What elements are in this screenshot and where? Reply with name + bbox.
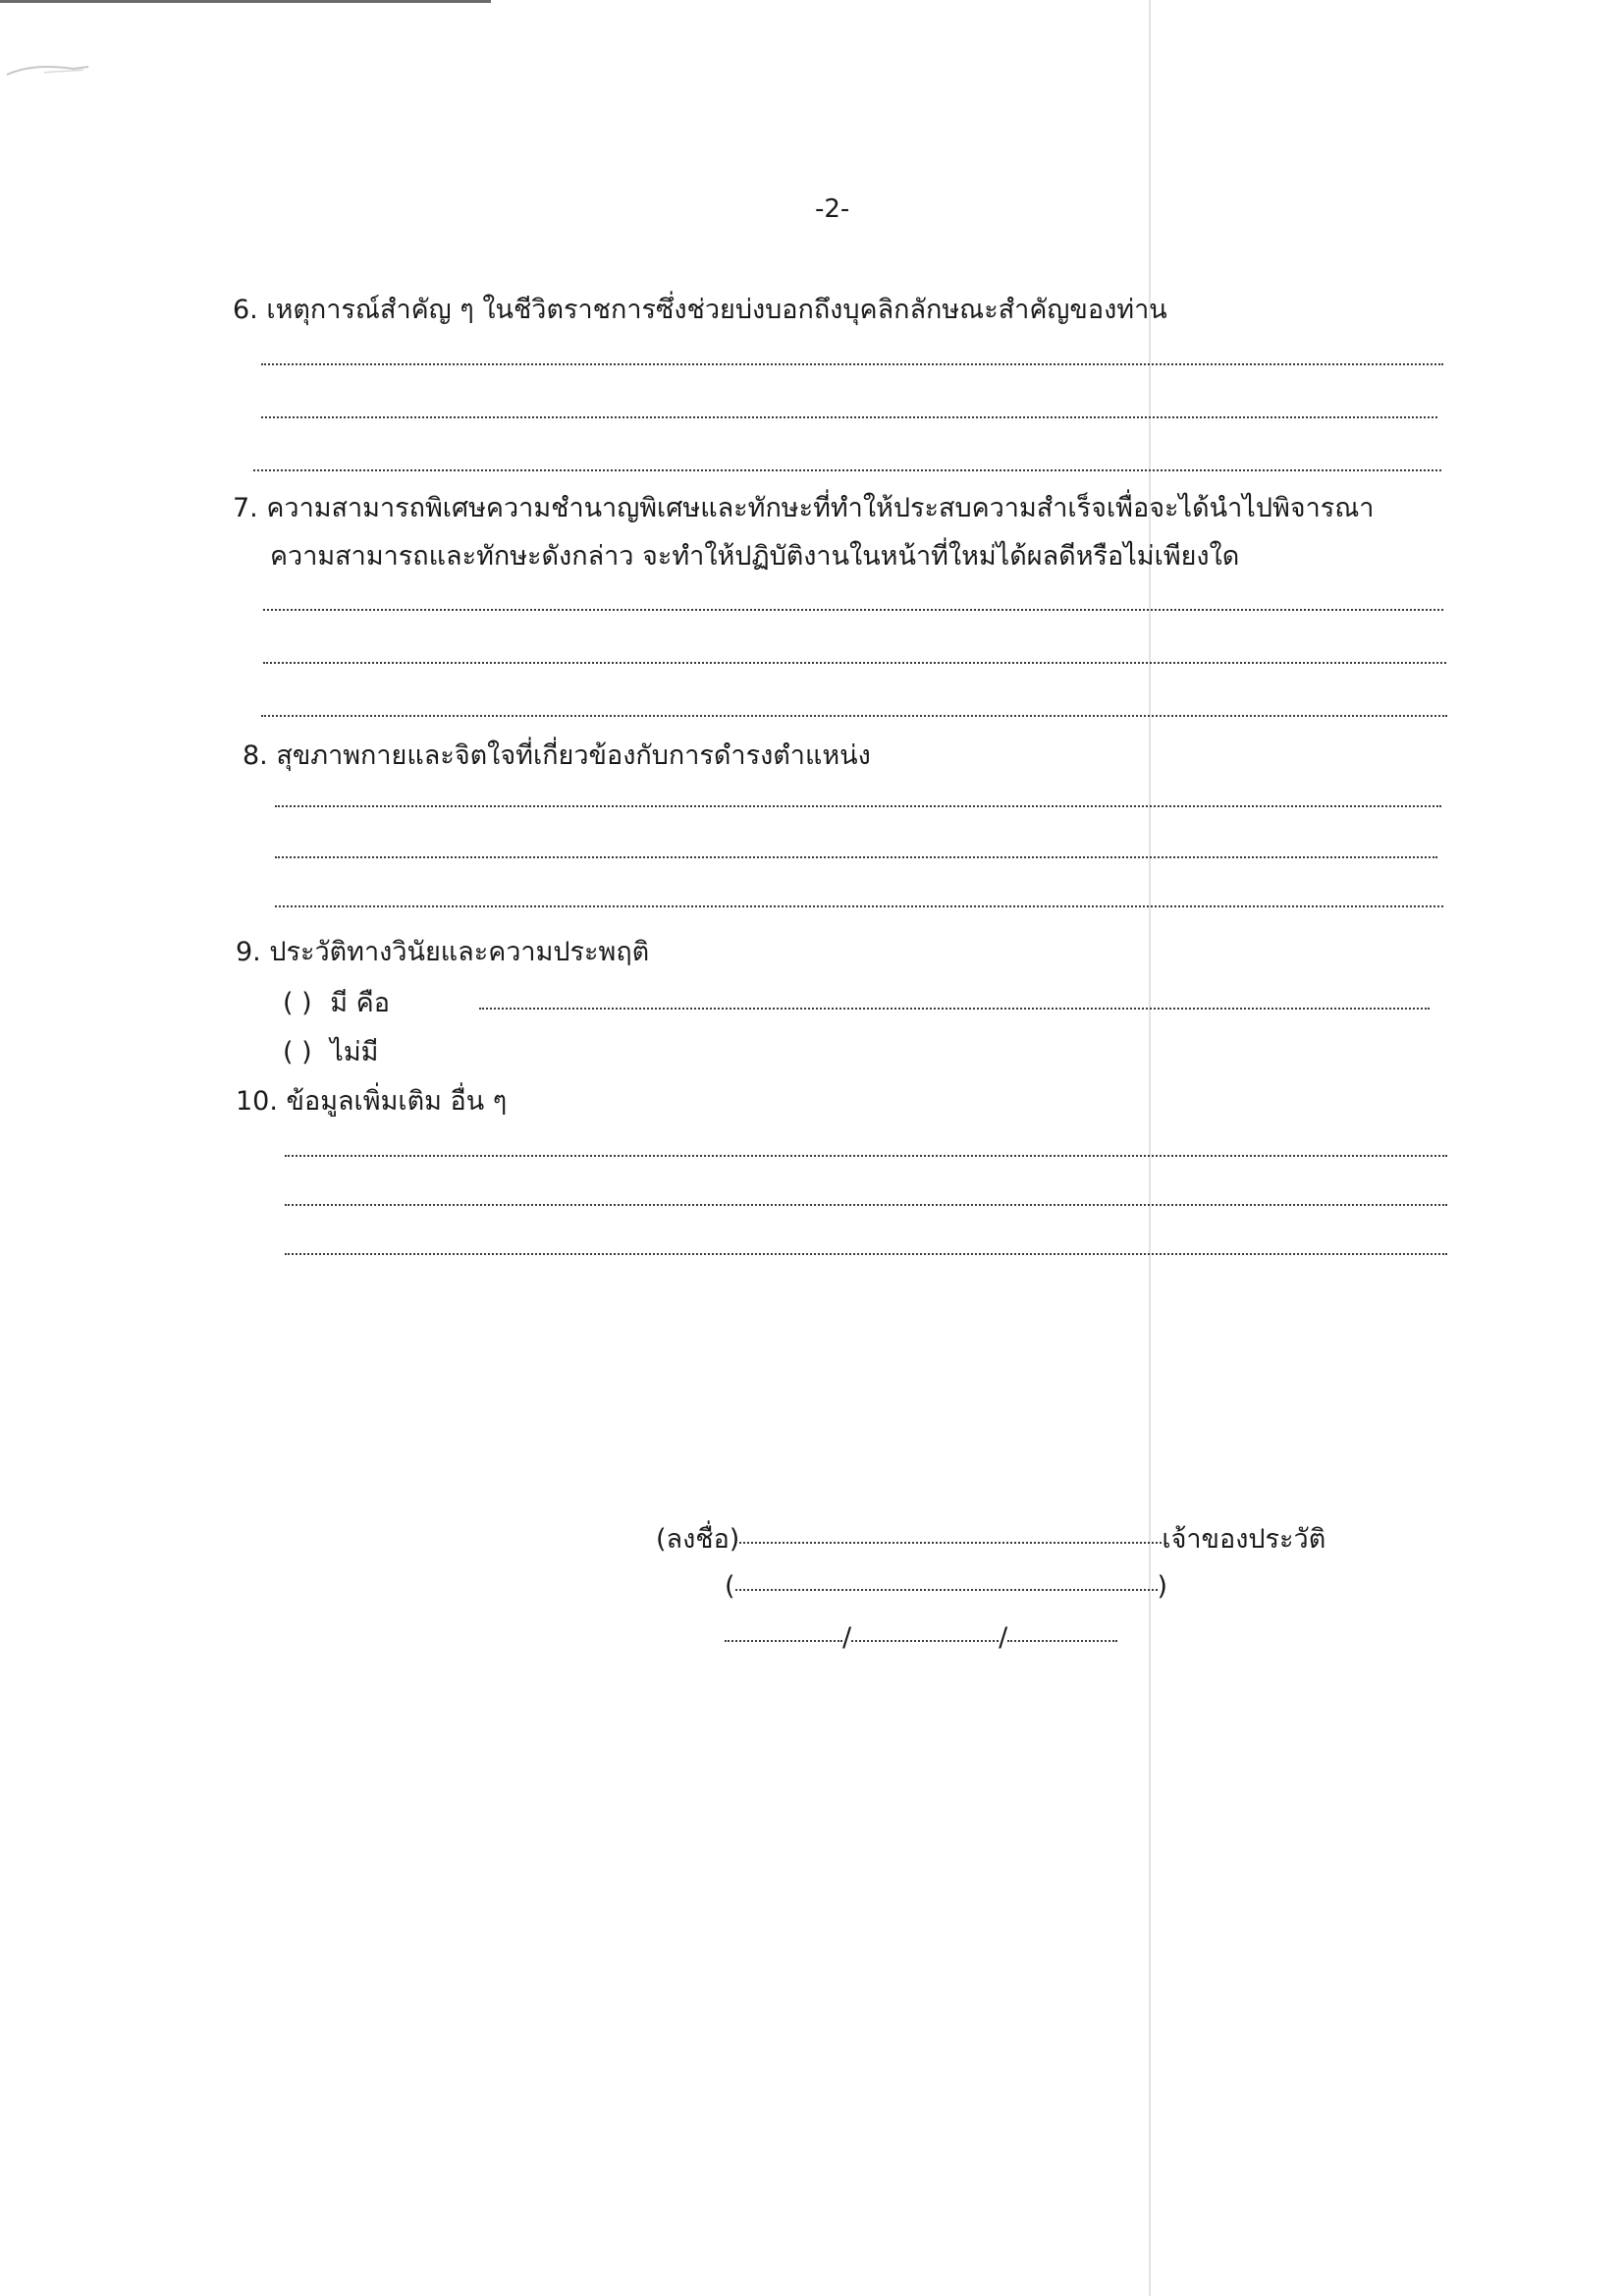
section-7-answer-line-3[interactable] bbox=[261, 715, 1447, 717]
section-7-heading-line-2: ความสามารถและทักษะดังกล่าว จะทำให้ปฏิบัติงานในหน้าที่ใหม่ได้ผลดีหรือไม่เพียงใด bbox=[270, 541, 1240, 572]
section-9-option-yes bbox=[283, 986, 390, 1021]
page-fold-line bbox=[1149, 0, 1151, 2296]
date-day-field[interactable] bbox=[725, 1640, 842, 1642]
printed-name-close-paren: ) bbox=[1157, 1571, 1168, 1602]
section-8-heading: 8. สุขภาพกายและจิตใจที่เกี่ยวข้องกับการดำรงตำแหน่ง bbox=[243, 740, 871, 771]
option-yes-checkbox[interactable]: ( ) bbox=[283, 988, 312, 1018]
section-7-answer-line-2[interactable] bbox=[263, 662, 1446, 664]
section-10-heading: 10. ข้อมูลเพิ่มเติม อื่น ๆ bbox=[236, 1086, 508, 1117]
option-no-label: ไม่มี bbox=[330, 1037, 379, 1067]
section-8-answer-line-2[interactable] bbox=[275, 856, 1437, 858]
section-10-answer-line-1[interactable] bbox=[285, 1155, 1447, 1157]
printed-name-open-paren: ( bbox=[725, 1571, 735, 1602]
section-10-answer-line-3[interactable] bbox=[285, 1253, 1447, 1255]
section-6-answer-line-3[interactable] bbox=[253, 469, 1441, 471]
section-10-answer-line-2[interactable] bbox=[285, 1204, 1447, 1206]
option-no-checkbox[interactable]: ( ) bbox=[283, 1037, 312, 1067]
date-month-field[interactable] bbox=[851, 1640, 999, 1642]
date-year-field[interactable] bbox=[1007, 1640, 1117, 1642]
page-number: -2- bbox=[815, 194, 850, 224]
printed-name-field[interactable] bbox=[735, 1589, 1158, 1591]
scan-smudge bbox=[5, 57, 93, 82]
section-9-yes-detail-line[interactable] bbox=[479, 1008, 1430, 1010]
printed-name-line bbox=[725, 1569, 1167, 1605]
signature-suffix: เจ้าของประวัติ bbox=[1162, 1524, 1326, 1555]
date-separator-2: / bbox=[999, 1622, 1008, 1653]
section-8-answer-line-1[interactable] bbox=[275, 805, 1441, 807]
section-6-answer-line-2[interactable] bbox=[261, 416, 1437, 418]
date-line bbox=[725, 1620, 1117, 1656]
section-6-heading: 6. เหตุการณ์สำคัญ ๆ ในชีวิตราชการซึ่งช่วยบ่งบอกถึงบุคลิกลักษณะสำคัญของท่าน bbox=[233, 295, 1167, 325]
signature-line bbox=[656, 1522, 1325, 1558]
section-8-answer-line-3[interactable] bbox=[275, 905, 1443, 907]
signature-field[interactable] bbox=[739, 1542, 1162, 1544]
section-7-answer-line-1[interactable] bbox=[263, 609, 1443, 611]
date-separator-1: / bbox=[842, 1622, 852, 1653]
section-9-option-no bbox=[283, 1035, 378, 1070]
signature-prefix: (ลงชื่อ) bbox=[656, 1524, 740, 1555]
scan-edge-mark bbox=[0, 0, 491, 3]
section-9-heading: 9. ประวัติทางวินัยและความประพฤติ bbox=[236, 937, 650, 967]
section-7-heading-line-1: 7. ความสามารถพิเศษความชำนาญพิเศษและทักษะที่ทำให้ประสบความสำเร็จเพื่อจะได้นำไปพิจารณา bbox=[233, 493, 1375, 523]
section-6-answer-line-1[interactable] bbox=[261, 363, 1443, 365]
option-yes-label: มี คือ bbox=[330, 988, 390, 1018]
